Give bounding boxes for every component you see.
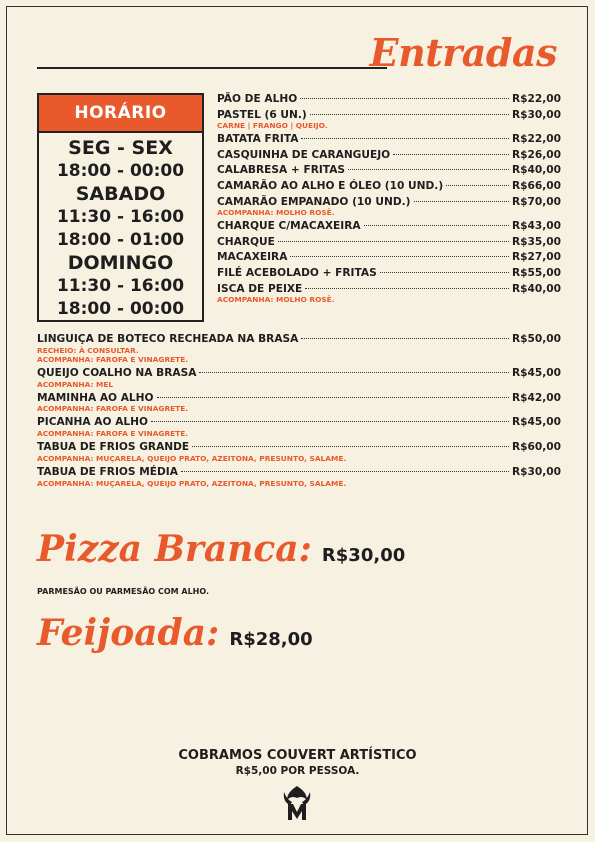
feijoada-price: R$28,00 — [229, 629, 313, 650]
menu-item-note: ACOMPANHA: MUÇARELA, QUEIJO PRATO, AZEITONA, PRESUNTO, SALAME. — [37, 478, 347, 488]
menu-item — [217, 132, 561, 148]
menu-item-note: ACOMPANHA: FAROFA E VINAGRETE. — [37, 404, 189, 414]
dot-leader — [151, 421, 509, 422]
menu-item-price: R$30,00 — [511, 465, 561, 478]
menu-item — [217, 108, 561, 132]
dot-leader — [278, 241, 509, 242]
horario-time: 18:00 - 01:00 — [56, 230, 185, 250]
dot-leader — [300, 98, 509, 99]
pizza-branca — [37, 528, 405, 570]
menu-item — [217, 219, 561, 235]
menu-item-name: CHARQUE C/MACAXEIRA — [217, 220, 361, 233]
menu-item-price: R$27,00 — [511, 251, 561, 264]
dot-leader — [364, 225, 509, 226]
logo-icon — [281, 784, 313, 822]
menu-item-price: R$26,00 — [511, 148, 561, 161]
menu-item — [217, 282, 561, 306]
menu-item-row — [217, 92, 561, 108]
menu-item-name: CALABRESA + FRITAS — [217, 164, 346, 177]
menu-item-row — [217, 148, 561, 164]
menu-item-note: ACOMPANHA: MOLHO ROSÊ. — [217, 208, 335, 218]
menu-item-note: CARNE | FRANGO | QUEIJO. — [217, 121, 328, 131]
menu-item-note: ACOMPANHA: MEL — [37, 379, 114, 389]
dot-leader — [414, 201, 509, 202]
menu-item — [217, 266, 561, 282]
menu-item-price: R$40,00 — [511, 164, 561, 177]
menu-item-row — [217, 266, 561, 282]
horario-time: 11:30 - 16:00 — [56, 207, 185, 227]
menu-item-name: LINGUIÇA DE BOTECO RECHEADA NA BRASA — [37, 333, 299, 345]
menu-item-name: TABUA DE FRIOS GRANDE — [37, 441, 190, 454]
menu-item-row — [217, 163, 561, 179]
menu-item — [217, 179, 561, 195]
menu-item-price: R$45,00 — [511, 366, 561, 379]
menu-item-name: ISCA DE PEIXE — [217, 282, 303, 295]
dot-leader — [380, 272, 509, 273]
menu-item-name: TABUA DE FRIOS MÉDIA — [37, 465, 178, 478]
pizza-price: R$30,00 — [321, 545, 406, 566]
horario-box — [37, 93, 204, 322]
menu-item-name: PICANHA AO ALHO — [37, 416, 149, 429]
dot-leader — [310, 114, 509, 115]
pizza-title: Pizza Branca: — [37, 528, 312, 570]
menu-item-price: R$55,00 — [511, 266, 561, 279]
menu-item — [37, 440, 561, 464]
menu-item-name: CASQUINHA DE CARANGUEJO — [217, 148, 391, 161]
horario-day: DOMINGO — [67, 252, 174, 274]
dot-leader — [192, 446, 509, 447]
menu-item-name: PASTEL (6 UN.) — [217, 108, 307, 121]
couvert-line-1: COBRAMOS COUVERT ARTÍSTICO — [178, 748, 417, 763]
menu-item-note: RECHEIO: À CONSULTAR. — [37, 345, 139, 355]
menu-item-price: R$22,00 — [511, 93, 561, 105]
menu-item-name: FILÉ ACEBOLADO + FRITAS — [217, 266, 377, 279]
menu-item — [37, 391, 561, 415]
menu-item-row — [217, 250, 561, 266]
menu-item-price: R$40,00 — [511, 282, 561, 295]
menu-item — [217, 92, 561, 108]
dot-leader — [301, 338, 509, 339]
menu-item — [217, 235, 561, 251]
menu-item — [217, 250, 561, 266]
dot-leader — [157, 397, 509, 398]
dot-leader — [181, 471, 509, 472]
menu-item-price: R$30,00 — [511, 108, 561, 121]
feijoada — [37, 612, 313, 654]
entradas-list — [217, 92, 561, 306]
menu-item-price: R$60,00 — [511, 441, 561, 454]
title-rule — [37, 67, 387, 69]
couvert-notice — [0, 747, 595, 778]
menu-item-row — [217, 179, 561, 195]
horario-day: SABADO — [75, 183, 166, 205]
horario-time: 18:00 - 00:00 — [56, 299, 185, 319]
menu-item-price: R$22,00 — [511, 133, 561, 146]
horario-time: 18:00 - 00:00 — [56, 161, 185, 181]
horario-heading: HORÁRIO — [39, 95, 202, 133]
menu-item-price: R$35,00 — [511, 235, 561, 248]
horario-time: 11:30 - 16:00 — [56, 276, 185, 296]
horario-lines — [39, 133, 202, 321]
menu-item — [217, 148, 561, 164]
menu-item-price: R$50,00 — [511, 333, 561, 345]
menu-item-name: CAMARÃO AO ALHO E ÓLEO (10 UND.) — [217, 179, 444, 192]
dot-leader — [290, 256, 509, 257]
dot-leader — [305, 288, 509, 289]
menu-item — [37, 415, 561, 439]
menu-item — [37, 332, 561, 365]
menu-item-name: BATATA FRITA — [217, 133, 299, 146]
dot-leader — [301, 138, 508, 139]
menu-item-row — [217, 132, 561, 148]
dot-leader — [446, 185, 509, 186]
menu-item-price: R$43,00 — [511, 220, 561, 233]
menu-item-price: R$66,00 — [511, 179, 561, 192]
menu-item-price: R$42,00 — [511, 391, 561, 404]
dot-leader — [348, 169, 509, 170]
menu-item-note: ACOMPANHA: FAROFA E VINAGRETE. — [37, 354, 189, 364]
pizza-note: PARMESÃO OU PARMESÃO COM ALHO. — [37, 587, 210, 596]
menu-item — [217, 163, 561, 179]
menu-item — [37, 366, 561, 390]
couvert-line-2: R$5,00 POR PESSOA. — [235, 765, 360, 777]
dot-leader — [199, 372, 509, 373]
menu-item-note: ACOMPANHA: MUÇARELA, QUEIJO PRATO, AZEITONA, PRESUNTO, SALAME. — [37, 453, 347, 463]
dot-leader — [393, 154, 509, 155]
menu-item-price: R$45,00 — [511, 416, 561, 429]
menu-item-note: ACOMPANHA: FAROFA E VINAGRETE. — [37, 429, 189, 439]
section-title: Entradas — [369, 30, 557, 75]
menu-item-name: CAMARÃO EMPANADO (10 UND.) — [217, 195, 411, 208]
feijoada-title: Feijoada: — [37, 612, 220, 654]
menu-item-row — [217, 235, 561, 251]
menu-item-name: QUEIJO COALHO NA BRASA — [37, 366, 197, 379]
menu-item — [37, 465, 561, 489]
menu-item-name: MACAXEIRA — [217, 251, 288, 264]
pratos-list — [37, 332, 561, 490]
menu-item-name: PÃO DE ALHO — [217, 93, 298, 105]
menu-item-price: R$70,00 — [511, 195, 561, 208]
menu-item-note: ACOMPANHA: MOLHO ROSÊ. — [217, 295, 335, 305]
menu-item-name: MAMINHA AO ALHO — [37, 391, 154, 404]
menu-item-name: CHARQUE — [217, 235, 275, 248]
menu-item — [217, 195, 561, 219]
menu-item-row — [217, 219, 561, 235]
horario-day: SEG - SEX — [68, 137, 173, 159]
